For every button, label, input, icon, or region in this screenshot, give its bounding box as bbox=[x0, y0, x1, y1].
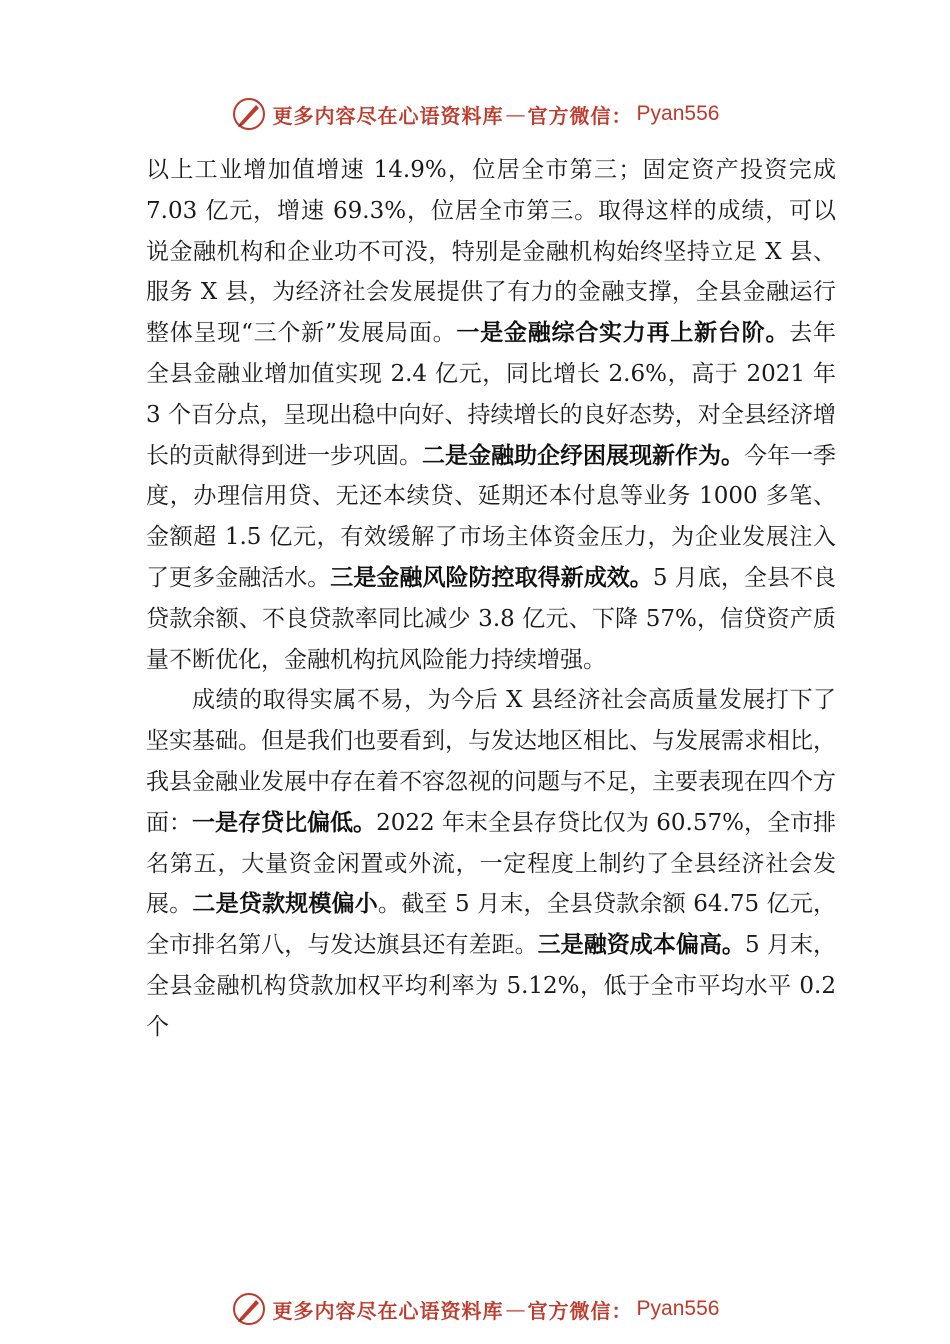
pen-logo-icon bbox=[231, 1291, 267, 1327]
bold-heading-run: 一是金融综合实力再上新台阶。 bbox=[456, 320, 790, 347]
banner-separator: — bbox=[505, 1297, 526, 1321]
text-run: 5 月末，全县金融机构贷款加权平均利率为 5.12%，低于全市平均水平 0.2 个 bbox=[146, 932, 837, 1040]
pen-logo-icon bbox=[231, 96, 267, 132]
text-run: 。截至 5 月末，全县贷款余额 64.75 亿元，全市排名第八，与发达旗县还有差距。 bbox=[146, 891, 837, 959]
footer-banner bbox=[0, 1289, 950, 1329]
paragraph bbox=[146, 680, 836, 1047]
bold-heading-run: 一是存贷比偏低。 bbox=[192, 809, 377, 836]
text-run: 今年一季度，办理信用贷、无还本续贷、延期还本付息等业务 1000 多笔、金额超 1.5 亿元，有效缓解了市场主体资金压力，为企业发展注入了更多金融活水。 bbox=[146, 442, 836, 591]
text-run: 以上工业增加值增速 14.9%，位居全市第三；固定资产投资完成 7.03 亿元，增速 69.3%，位居全市第三。取得这样的成绩，可以说金融机构和企业功不可没，特别是金融机构始终坚持立足 X 县、服务 X 县，为经济社会发展提供了有力的金融支撑，全县金融运行整体呈现“三个新”发展局面。 bbox=[146, 157, 836, 347]
banner-wechat-id: Pyan556 bbox=[636, 102, 720, 125]
banner-wechat-label: 官方微信： bbox=[527, 103, 633, 128]
bold-heading-run: 三是融资成本偏高。 bbox=[537, 932, 745, 959]
text-run: 2022 年末全县存贷比仅为 60.57%，全市排名第五，大量资金闲置或外流，一定程度上制约了全县经济社会发展。 bbox=[146, 809, 837, 918]
text-run: 去年全县金融业增加值实现 2.4 亿元，同比增长 2.6%，高于 2021 年 3 个百分点，呈现出稳中向好、持续增长的良好态势，对全县经济增长的贡献得到进一步巩固。 bbox=[146, 320, 837, 469]
bold-heading-run: 二是贷款规模偏小 bbox=[192, 891, 378, 918]
bold-heading-run: 三是金融风险防控取得新成效。 bbox=[330, 564, 653, 591]
header-banner bbox=[0, 94, 950, 134]
banner-separator: — bbox=[505, 102, 526, 126]
bold-heading-run: 二是金融助企纾困展现新作为。 bbox=[422, 442, 744, 469]
banner-wechat-label: 官方微信： bbox=[527, 1298, 633, 1323]
paragraph bbox=[146, 150, 836, 680]
text-run: 5 月底，全县不良贷款余额、不良贷款率同比减少 3.8 亿元、下降 57%，信贷资产质量不断优化，金融机构抗风险能力持续增强。 bbox=[146, 564, 837, 673]
document-body bbox=[146, 150, 836, 1048]
banner-brand: 更多内容尽在心语资料库 bbox=[272, 1298, 504, 1323]
banner-brand: 更多内容尽在心语资料库 bbox=[272, 103, 504, 128]
banner-wechat-id: Pyan556 bbox=[636, 1297, 720, 1320]
text-run: 成绩的取得实属不易，为今后 X 县经济社会高质量发展打下了坚实基础。但是我们也要看到，与发达地区相比、与发展需求相比，我县金融业发展中存在着不容忽视的问题与不足，主要表现在四个方面： bbox=[146, 687, 836, 836]
